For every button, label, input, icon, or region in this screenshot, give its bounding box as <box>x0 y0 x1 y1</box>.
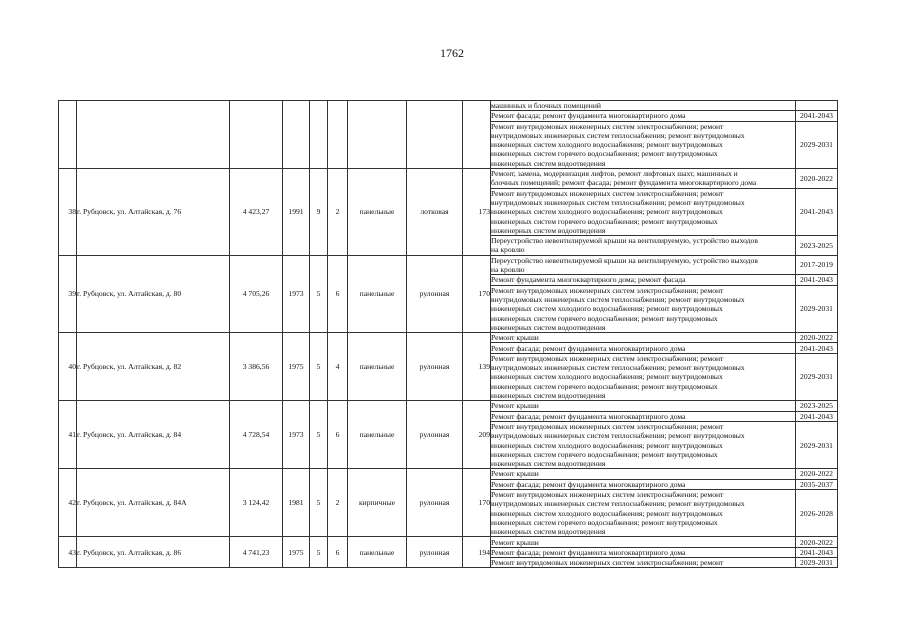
apartments-count: 173 <box>463 169 491 256</box>
apartments-count: 139 <box>463 333 491 401</box>
roof-type: рулонная <box>407 469 463 537</box>
work-period: 2041-2043 <box>796 275 838 285</box>
house-address: г. Рубцовск, ул. Алтайская, д. 80 <box>77 255 230 332</box>
work-period: 2035-2037 <box>796 479 838 489</box>
entrances-count: 4 <box>328 333 348 401</box>
work-description: Ремонт крыши <box>491 469 796 479</box>
work-period: 2026-2028 <box>796 489 838 537</box>
work-period: 2029-2031 <box>796 558 838 568</box>
work-description: Ремонт фасада; ремонт фундамента многоквартирного дома <box>491 111 796 121</box>
empty-cell <box>230 101 283 169</box>
house-address: г. Рубцовск, ул. Алтайская, д. 82 <box>77 333 230 401</box>
work-description: Ремонт фасада; ремонт фундамента многоквартирного дома <box>491 547 796 557</box>
row-number: 39 <box>59 255 77 332</box>
empty-cell <box>59 101 77 169</box>
floors-count: 5 <box>310 255 328 332</box>
work-row <box>59 469 838 479</box>
work-description: машинных и блочных помещений <box>491 101 796 111</box>
capital-repair-table <box>58 100 838 568</box>
entrances-count: 6 <box>328 255 348 332</box>
work-description: Ремонт внутридомовых инженерных систем электроснабжения; ремонт внутридомовых инженерных систем теплоснабжения; ремонт внутридомовых инженерных систем холодного водоснабжения; ремонт внутридомовых инженерных систем горячего водоснабжения; ремонт внутридомовых инженерных систем водоотведения <box>491 188 796 236</box>
work-period: 2020-2022 <box>796 169 838 189</box>
row-number: 38 <box>59 169 77 256</box>
wall-material: панельные <box>348 255 407 332</box>
house-area: 4 705,26 <box>230 255 283 332</box>
work-period: 2029-2031 <box>796 121 838 169</box>
construction-year: 1991 <box>283 169 310 256</box>
empty-cell <box>283 101 310 169</box>
construction-year: 1981 <box>283 469 310 537</box>
floors-count: 5 <box>310 537 328 568</box>
work-description: Переустройство невентилируемой крыши на вентилируемую, устройство выходов на кровлю <box>491 236 796 256</box>
work-description: Ремонт внутридомовых инженерных систем электроснабжения; ремонт внутридомовых инженерных систем теплоснабжения; ремонт внутридомовых инженерных систем холодного водоснабжения; ремонт внутридомовых инженерных систем горячего водоснабжения; ремонт внутридомовых инженерных систем водоотведения <box>491 353 796 401</box>
work-row <box>59 169 838 189</box>
empty-cell <box>348 101 407 169</box>
construction-year: 1975 <box>283 333 310 401</box>
roof-type: рулонная <box>407 333 463 401</box>
work-period: 2020-2022 <box>796 469 838 479</box>
row-number: 42 <box>59 469 77 537</box>
entrances-count: 6 <box>328 401 348 469</box>
work-period: 2023-2025 <box>796 236 838 256</box>
work-period: 2017-2019 <box>796 255 838 275</box>
work-description: Ремонт внутридомовых инженерных систем электроснабжения; ремонт внутридомовых инженерных систем теплоснабжения; ремонт внутридомовых инженерных систем холодного водоснабжения; ремонт внутридомовых инженерных систем горячего водоснабжения; ремонт внутридомовых инженерных систем водоотведения <box>491 121 796 169</box>
work-description: Ремонт внутридомовых инженерных систем электроснабжения; ремонт внутридомовых инженерных систем теплоснабжения; ремонт внутридомовых инженерных систем холодного водоснабжения; ремонт внутридомовых инженерных систем горячего водоснабжения; ремонт внутридомовых инженерных систем водоотведения <box>491 489 796 537</box>
work-row <box>59 255 838 275</box>
construction-year: 1973 <box>283 401 310 469</box>
house-area: 4 741,23 <box>230 537 283 568</box>
construction-year: 1975 <box>283 537 310 568</box>
row-number: 43 <box>59 537 77 568</box>
house-address: г. Рубцовск, ул. Алтайская, д. 86 <box>77 537 230 568</box>
work-period <box>796 101 838 111</box>
roof-type: рулонная <box>407 537 463 568</box>
wall-material: панельные <box>348 169 407 256</box>
house-address: г. Рубцовск, ул. Алтайская, д. 76 <box>77 169 230 256</box>
work-row <box>59 401 838 411</box>
empty-cell <box>463 101 491 169</box>
work-period: 2041-2043 <box>796 343 838 353</box>
house-area: 3 124,42 <box>230 469 283 537</box>
roof-type: лотковая <box>407 169 463 256</box>
house-area: 3 386,56 <box>230 333 283 401</box>
row-number: 41 <box>59 401 77 469</box>
apartments-count: 209 <box>463 401 491 469</box>
roof-type: рулонная <box>407 401 463 469</box>
work-period: 2029-2031 <box>796 285 838 333</box>
wall-material: панельные <box>348 537 407 568</box>
apartments-count: 170 <box>463 255 491 332</box>
house-area: 4 423,27 <box>230 169 283 256</box>
work-period: 2041-2043 <box>796 547 838 557</box>
work-period: 2020-2022 <box>796 537 838 547</box>
row-number: 40 <box>59 333 77 401</box>
work-period: 2029-2031 <box>796 353 838 401</box>
empty-cell <box>407 101 463 169</box>
empty-cell <box>328 101 348 169</box>
house-address: г. Рубцовск, ул. Алтайская, д. 84 <box>77 401 230 469</box>
house-address: г. Рубцовск, ул. Алтайская, д. 84А <box>77 469 230 537</box>
work-period: 2023-2025 <box>796 401 838 411</box>
work-description: Ремонт крыши <box>491 537 796 547</box>
work-period: 2020-2022 <box>796 333 838 343</box>
page-number: 1762 <box>440 46 464 60</box>
work-description: Ремонт фундамента многоквартирного дома; ремонт фасада <box>491 275 796 285</box>
work-description: Переустройство невентилируемой крыши на вентилируемую, устройство выходов на кровлю <box>491 255 796 275</box>
work-period: 2041-2043 <box>796 111 838 121</box>
construction-year: 1973 <box>283 255 310 332</box>
work-description: Ремонт, замена, модернизация лифтов, ремонт лифтовых шахт, машинных и блочных помещений; ремонт фасада; ремонт фундамента многоквартирного дома <box>491 169 796 189</box>
roof-type: рулонная <box>407 255 463 332</box>
work-description: Ремонт крыши <box>491 401 796 411</box>
wall-material: панельные <box>348 401 407 469</box>
floors-count: 5 <box>310 333 328 401</box>
work-description: Ремонт крыши <box>491 333 796 343</box>
work-description: Ремонт внутридомовых инженерных систем электроснабжения; ремонт внутридомовых инженерных систем теплоснабжения; ремонт внутридомовых инженерных систем холодного водоснабжения; ремонт внутридомовых инженерных систем горячего водоснабжения; ремонт внутридомовых инженерных систем водоотведения <box>491 421 796 469</box>
entrances-count: 6 <box>328 537 348 568</box>
work-row <box>59 333 838 343</box>
wall-material: панельные <box>348 333 407 401</box>
floors-count: 9 <box>310 169 328 256</box>
empty-cell <box>77 101 230 169</box>
work-description: Ремонт внутридомовых инженерных систем электроснабжения; ремонт внутридомовых инженерных систем теплоснабжения; ремонт внутридомовых инженерных систем холодного водоснабжения; ремонт внутридомовых инженерных систем горячего водоснабжения; ремонт внутридомовых инженерных систем водоотведения <box>491 285 796 333</box>
work-period: 2041-2043 <box>796 188 838 236</box>
work-period: 2029-2031 <box>796 421 838 469</box>
apartments-count: 194 <box>463 537 491 568</box>
work-row <box>59 537 838 547</box>
work-description: Ремонт фасада; ремонт фундамента многоквартирного дома <box>491 411 796 421</box>
work-description: Ремонт фасада; ремонт фундамента многоквартирного дома <box>491 343 796 353</box>
apartments-count: 170 <box>463 469 491 537</box>
work-description: Ремонт внутридомовых инженерных систем электроснабжения; ремонт <box>491 558 796 568</box>
floors-count: 5 <box>310 469 328 537</box>
work-period: 2041-2043 <box>796 411 838 421</box>
entrances-count: 2 <box>328 469 348 537</box>
empty-cell <box>310 101 328 169</box>
house-area: 4 728,54 <box>230 401 283 469</box>
work-description: Ремонт фасада; ремонт фундамента многоквартирного дома <box>491 479 796 489</box>
wall-material: кирпичные <box>348 469 407 537</box>
floors-count: 5 <box>310 401 328 469</box>
work-row <box>59 101 838 111</box>
entrances-count: 2 <box>328 169 348 256</box>
